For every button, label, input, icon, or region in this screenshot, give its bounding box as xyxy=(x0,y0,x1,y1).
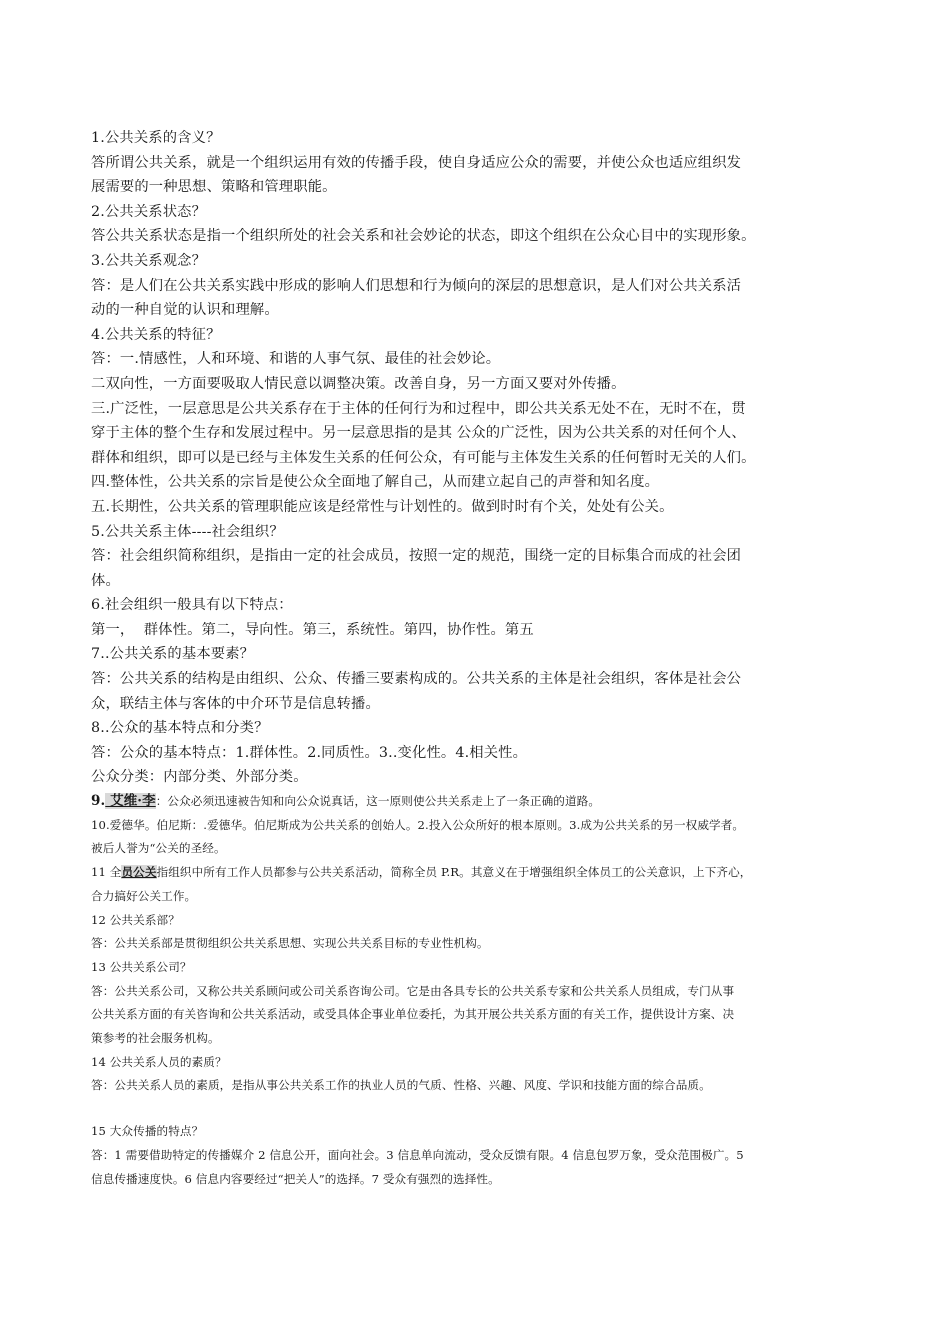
item-9-name-highlight: 艾维·李 xyxy=(105,793,156,810)
item-11-prefix: 11 全 xyxy=(91,865,122,880)
answer-13-line-2: 公共关系方面的有关咨询和公共关系活动，或受具体企事业单位委托，为其开展公共关系方面的有关工作，提供设计方案、决 xyxy=(91,1007,735,1022)
answer-3-line-2: 动的一种自觉的认识和理解。 xyxy=(91,302,279,319)
item-9-text: ：公众必须迅速被告知和向公众说真话，这一原则使公共关系走上了一条正确的道路。 xyxy=(155,794,601,809)
item-10-line-1: 10.爱德华。伯尼斯：.爱德华。伯尼斯成为公共关系的创始人。2.投入公众所好的根本原则。3.成为公共关系的另一权威学者。 xyxy=(91,817,745,832)
answer-6-line-1: 第一， 群体性。第二，导向性。第三，系统性。第四，协作性。第五 xyxy=(91,621,534,638)
item-11-text: 指组织中所有工作人员都参与公共关系活动，简称全员 P.R。其意义在于增强组织全体员工的公关意识，上下齐心， xyxy=(156,865,752,880)
answer-4-line-4: 穿于主体的整个生存和发展过程中。另一层意思指的是其 公众的广泛性，因为公共关系的对任何个人、 xyxy=(91,425,746,442)
answer-4-line-6: 四.整体性，公共关系的宗旨是使公众全面地了解自己，从而建立起自己的声誉和知名度。 xyxy=(91,474,660,491)
answer-8-line-2: 公众分类：内部分类、外部分类。 xyxy=(91,769,308,786)
answer-7-line-2: 众，联结主体与客体的中介环节是信息转播。 xyxy=(91,695,380,712)
question-15: 15 大众传播的特点？ xyxy=(91,1124,204,1139)
blank-line xyxy=(91,1098,864,1120)
question-5: 5.公共关系主体----社会组织？ xyxy=(91,523,284,540)
question-3: 3.公共关系观念？ xyxy=(91,252,207,269)
answer-12-line-1: 答：公共关系部是贯彻组织公共关系思想、实现公共关系目标的专业性机构。 xyxy=(91,936,489,951)
question-1: 1.公共关系的含义？ xyxy=(91,130,221,146)
answer-2-line-1: 答公共关系状态是指一个组织所处的社会关系和社会妙论的状态，即这个组织在公众心目中的实现形象。 xyxy=(91,228,756,245)
answer-4-line-3: 三.广泛性，一层意思是公共关系存在于主体的任何行为和过程中，即公共关系无处不在，无时不在，贯 xyxy=(91,400,746,417)
answer-4-line-7: 五.长期性，公共关系的管理职能应该是经常性与计划性的。做到时时有个关，处处有公关。 xyxy=(91,498,674,515)
answer-4-line-2: 二双向性，一方面要吸取人情民意以调整决策。改善自身，另一方面又要对外传播。 xyxy=(91,375,626,392)
item-11 xyxy=(91,861,864,885)
answer-7-line-1: 答：公共关系的结构是由组织、公众、传播三要素构成的。公共关系的主体是社会组织，客体是社会公 xyxy=(91,671,742,688)
question-13: 13 公共关系公司？ xyxy=(91,959,192,974)
answer-13-line-1: 答：公共关系公司，又称公共关系顾问或公司关系咨询公司。它是由各具专长的公共关系专家和公共关系人员组成，专门从事 xyxy=(91,983,735,998)
item-10-line-2: 被后人誉为“公关的圣经。 xyxy=(91,841,226,856)
question-7: 7..公共关系的基本要素？ xyxy=(91,646,255,663)
question-2: 2.公共关系状态？ xyxy=(91,203,207,220)
question-12: 12 公共关系部？ xyxy=(91,912,180,927)
answer-1-line-2: 展需要的一种思想、策略和管理职能。 xyxy=(91,179,337,196)
answer-4-line-1: 答：一.情感性，人和环境、和谐的人事气氛、最佳的社会妙论。 xyxy=(91,351,501,368)
item-9 xyxy=(91,790,864,814)
answer-13-line-3: 策参考的社会服务机构。 xyxy=(91,1031,220,1046)
question-4: 4.公共关系的特征？ xyxy=(91,326,221,343)
answer-5-line-2: 体。 xyxy=(91,572,120,589)
answer-15-line-1: 答：1 需要借助特定的传播媒介 2 信息公开，面向社会。3 信息单向流动，受众反馈有限。4 信息包罗万象，受众范围极广。5 xyxy=(91,1147,744,1162)
answer-1-line-1: 答所谓公共关系，就是一个组织运用有效的传播手段，使自身适应公众的需要，并使公众也适应组织发 xyxy=(91,154,742,171)
answer-4-line-5: 群体和组织，即可以是已经与主体发生关系的任何公众，有可能与主体发生关系的任何暂时无关的人们。 xyxy=(91,449,756,466)
answer-3-line-1: 答：是人们在公共关系实践中形成的影响人们思想和行为倾向的深层的思想意识，是人们对公共关系活 xyxy=(91,277,742,294)
question-6: 6.社会组织一般具有以下特点： xyxy=(91,597,293,614)
answer-8-line-1: 答：公众的基本特点：1.群体性。2.同质性。3..变化性。4.相关性。 xyxy=(91,744,528,761)
item-11-highlight: 员公关 xyxy=(121,865,157,880)
item-9-number: 9. xyxy=(91,793,106,810)
answer-14-line-1: 答：公共关系人员的素质，是指从事公共关系工作的执业人员的气质、性格、兴趣、风度、学识和技能方面的综合品质。 xyxy=(91,1078,711,1093)
item-11-line-2: 合力搞好公关工作。 xyxy=(91,888,197,903)
question-14: 14 公共关系人员的素质？ xyxy=(91,1054,227,1069)
answer-5-line-1: 答：社会组织简称组织，是指由一定的社会成员，按照一定的规范，围绕一定的目标集合而成的社会团 xyxy=(91,548,742,565)
question-8: 8..公众的基本特点和分类？ xyxy=(91,720,269,737)
answer-15-line-2: 信息传播速度快。6 信息内容要经过“把关人”的选择。7 受众有强烈的选择性。 xyxy=(91,1171,500,1186)
